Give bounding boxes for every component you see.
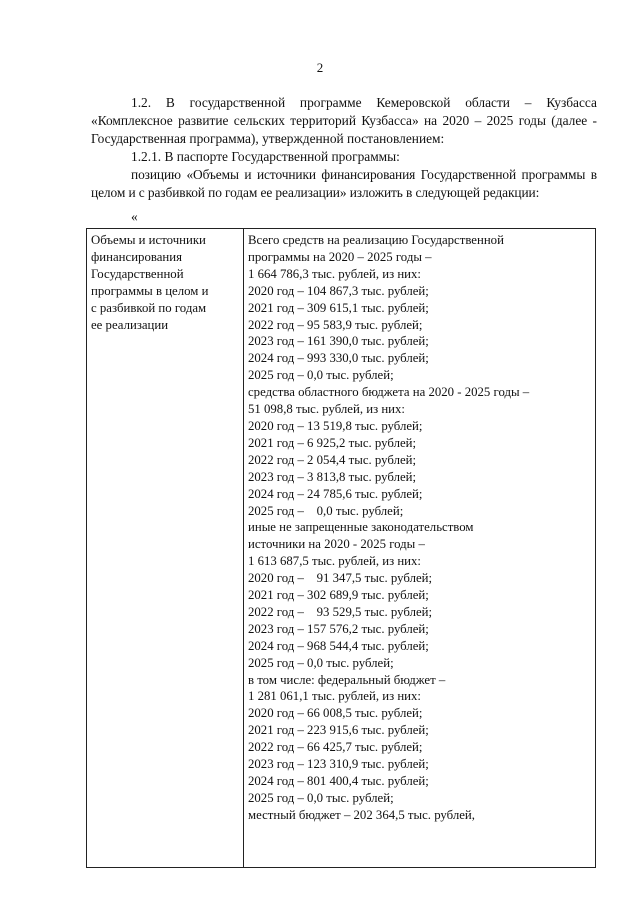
body-text bbox=[91, 94, 597, 202]
value-line: программы на 2020 – 2025 годы – bbox=[248, 249, 432, 264]
value-line: 2021 год – 223 915,6 тыс. рублей; bbox=[248, 723, 429, 738]
value-line: 2024 год – 801 400,4 тыс. рублей; bbox=[248, 774, 429, 788]
label-line: Объемы и источники bbox=[91, 233, 206, 247]
value-line: 1 281 061,1 тыс. рублей, из них: bbox=[248, 689, 421, 704]
label-line: с разбивкой по годам bbox=[91, 300, 207, 315]
value-line: 2020 год – 104 867,3 тыс. рублей; bbox=[248, 283, 429, 298]
value-line: 2020 год – 13 519,8 тыс. рублей; bbox=[248, 418, 423, 433]
value-line: 2022 год – 95 583,9 тыс. рублей; bbox=[248, 317, 423, 332]
value-line: 2023 год – 161 390,0 тыс. рублей; bbox=[248, 334, 429, 349]
value-line: 1 613 687,5 тыс. рублей, из них: bbox=[248, 554, 421, 569]
value-line: 2024 год – 968 544,4 тыс. рублей; bbox=[248, 638, 429, 653]
value-line: 2023 год – 123 310,9 тыс. рублей; bbox=[248, 757, 429, 772]
paragraph-1-2-1: 1.2.1. В паспорте Государственной программы: bbox=[131, 149, 400, 164]
passport-table bbox=[86, 228, 596, 868]
value-line: 2021 год – 309 615,1 тыс. рублей; bbox=[248, 300, 429, 315]
value-line: источники на 2020 - 2025 годы – bbox=[248, 537, 425, 552]
value-line: местный бюджет – 202 364,5 тыс. рублей, bbox=[248, 807, 475, 822]
value-cell bbox=[244, 229, 596, 868]
value-line: 2020 год – 91 347,5 тыс. рублей; bbox=[248, 571, 433, 586]
label-cell bbox=[87, 229, 244, 868]
label-line: финансирования bbox=[91, 249, 182, 264]
value-line: 2021 год – 6 925,2 тыс. рублей; bbox=[248, 435, 417, 450]
value-line: Всего средств на реализацию Государственной bbox=[248, 233, 504, 247]
value-line: 2025 год – 0,0 тыс. рублей; bbox=[248, 368, 394, 383]
value-line: 2023 год – 3 813,8 тыс. рублей; bbox=[248, 469, 417, 484]
value-line: 2025 год – 0,0 тыс. рублей; bbox=[248, 790, 394, 805]
value-line: 2022 год – 2 054,4 тыс. рублей; bbox=[248, 452, 417, 467]
value-line: 2024 год – 24 785,6 тыс. рублей; bbox=[248, 486, 423, 501]
value-line: средства областного бюджета на 2020 - 2025 годы – bbox=[248, 385, 530, 400]
value-line: 2024 год – 993 330,0 тыс. рублей; bbox=[248, 351, 429, 366]
page-number: 2 bbox=[316, 60, 324, 75]
value-line: 2025 год – 0,0 тыс. рублей; bbox=[248, 655, 394, 670]
paragraph-1-2: 1.2. В государственной программе Кемеровской области – Кузбасса «Комплексное развитие сельских территорий Кузбасса» на 2020 – 2025 годы (далее - Государственная программа), утвержденной постановлением: bbox=[91, 95, 597, 146]
label-line: ее реализации bbox=[91, 317, 169, 332]
value-line: 2023 год – 157 576,2 тыс. рублей; bbox=[248, 621, 429, 636]
label-line: Государственной bbox=[91, 266, 184, 281]
value-line: 1 664 786,3 тыс. рублей, из них: bbox=[248, 266, 421, 281]
value-line: 2022 год – 93 529,5 тыс. рублей; bbox=[248, 604, 433, 619]
opening-quote: « bbox=[131, 209, 138, 224]
label-line: программы в целом и bbox=[91, 283, 209, 298]
value-line: 2020 год – 66 008,5 тыс. рублей; bbox=[248, 706, 423, 721]
value-line: 2021 год – 302 689,9 тыс. рублей; bbox=[248, 588, 429, 603]
value-line: 2022 год – 66 425,7 тыс. рублей; bbox=[248, 740, 423, 755]
paragraph-position: позицию «Объемы и источники финансирования Государственной программы в целом и с разбивкой по годам ее реализации» изложить в следующей редакции: bbox=[91, 167, 597, 200]
table-row bbox=[87, 229, 596, 868]
value-line: иные не запрещенные законодательством bbox=[248, 520, 474, 535]
value-line: 2025 год – 0,0 тыс. рублей; bbox=[248, 503, 404, 518]
value-line: 51 098,8 тыс. рублей, из них: bbox=[248, 402, 405, 417]
value-line: в том числе: федеральный бюджет – bbox=[248, 672, 446, 687]
